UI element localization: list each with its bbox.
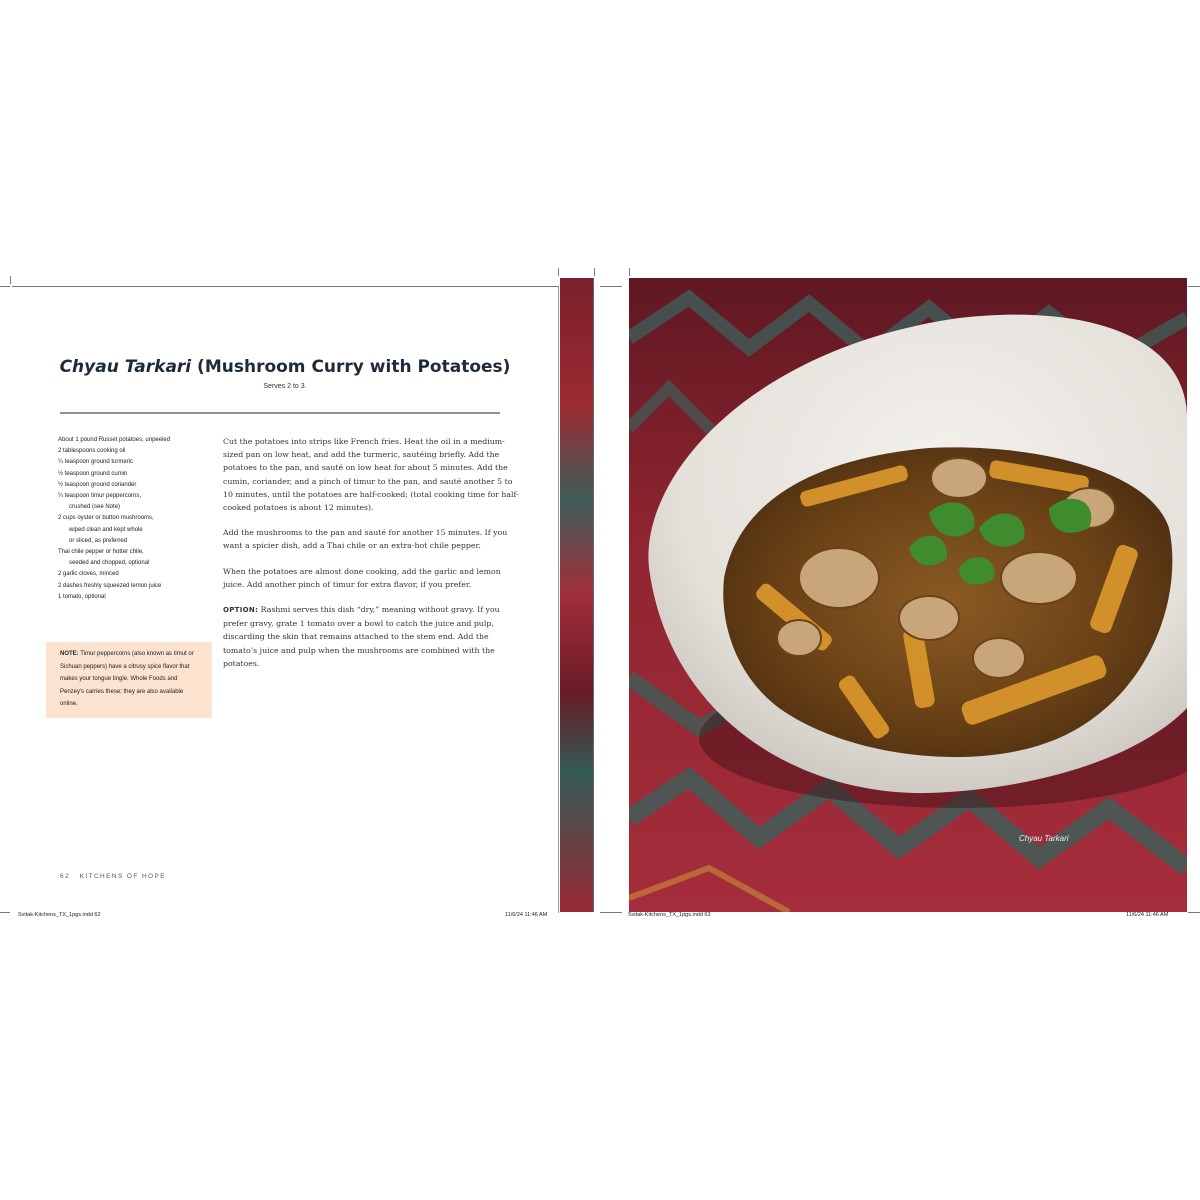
crop-mark bbox=[0, 912, 10, 913]
crop-mark bbox=[594, 268, 595, 276]
ingredient-item: ¼ teaspoon timur peppercorns, bbox=[58, 493, 142, 500]
photo-caption: Chyau Tarkari bbox=[1019, 834, 1069, 843]
right-page-photo bbox=[629, 278, 1187, 912]
slug-time-left: 11/6/24 11:46 AM bbox=[505, 912, 548, 918]
crop-mark bbox=[10, 276, 11, 284]
crop-mark bbox=[1188, 286, 1200, 287]
ingredient-item: 2 cups oyster or button mushrooms, bbox=[58, 515, 154, 522]
crop-mark bbox=[0, 286, 10, 287]
running-footer-title: KITCHENS OF HOPE bbox=[79, 873, 166, 880]
ingredient-item: ½ teaspoon ground cumin bbox=[58, 470, 128, 477]
method-text bbox=[223, 435, 523, 682]
method-paragraph: When the potatoes are almost done cooking, add the garlic and lemon juice. Add another pinch of timur for extra flavor, if you prefer. bbox=[223, 566, 501, 589]
ingredient-item: ½ teaspoon ground coriander bbox=[58, 481, 137, 488]
title-divider bbox=[60, 412, 500, 414]
ingredient-item: 2 garlic cloves, minced bbox=[58, 571, 119, 578]
recipe-title-rest: (Mushroom Curry with Potatoes) bbox=[191, 357, 511, 377]
ingredient-item: About 1 pound Russet potatoes, unpeeled bbox=[58, 437, 171, 443]
photo-bleed-strip bbox=[560, 278, 594, 912]
ingredient-item: 2 dashes freshly squeezed lemon juice bbox=[58, 582, 162, 589]
note-box bbox=[46, 642, 212, 718]
crop-mark bbox=[1188, 912, 1200, 913]
option-text: Rashmi serves this dish “dry,” meaning without gravy. If you prefer gravy, grate 1 tomato over a bowl to catch the juice and pulp, discarding the skin that remains attached to the stem end. Add the tomato’s juice and pulp when the mushrooms are combined with the potatoes. bbox=[223, 605, 500, 668]
page-number: 62 bbox=[60, 873, 71, 880]
slug-file-left: Svitak-Kitchens_TX_1pgs.indd 62 bbox=[18, 912, 101, 918]
slug-file-right: Svitak-Kitchens_TX_1pgs.indd 63 bbox=[628, 912, 711, 918]
ingredient-item: seeded and chopped, optional bbox=[69, 560, 150, 567]
crop-mark bbox=[558, 268, 559, 276]
ingredient-item: or sliced, as preferred bbox=[69, 537, 128, 544]
ingredient-item: ¼ teaspoon ground turmeric bbox=[58, 459, 134, 466]
recipe-title bbox=[12, 357, 558, 377]
crop-mark bbox=[600, 912, 622, 913]
food-photo bbox=[629, 278, 1187, 912]
option-label: OPTION: bbox=[223, 606, 259, 615]
ingredient-item: wiped clean and kept whole bbox=[69, 526, 143, 533]
recipe-title-italic: Chyau Tarkari bbox=[59, 357, 192, 377]
method-paragraph: Cut the potatoes into strips like French fries. Heat the oil in a medium-sized pan on low heat, and add the turmeric, sautéing briefly. Add the potatoes to the pan, and sauté on low heat for about 5 minutes. Add the cumin, coriander, and a pinch of timur to the pan, and sauté another 5 to 10 minutes, until the potatoes are half-cooked; (total cooking time for half-cooked potatoes is about 12 minutes). bbox=[223, 437, 519, 513]
note-label: NOTE: bbox=[60, 651, 79, 657]
option-paragraph bbox=[223, 603, 523, 670]
ingredient-list bbox=[58, 435, 218, 603]
ingredient-item: 1 tomato, optional bbox=[58, 593, 106, 600]
left-page bbox=[12, 286, 559, 913]
ingredient-item: 2 tablespoons cooking oil bbox=[58, 448, 126, 455]
crop-mark bbox=[600, 286, 622, 287]
method-paragraph: Add the mushrooms to the pan and sauté for another 15 minutes. If you want a spicier dish, add a Thai chile or an extra-hot chile pepper. bbox=[223, 528, 508, 551]
ingredient-item: Thai chile pepper or hotter chile, bbox=[58, 549, 144, 556]
ingredient-item: crushed (see Note) bbox=[69, 504, 121, 511]
page-folio bbox=[60, 873, 166, 880]
slug-time-right: 11/6/24 11:46 AM bbox=[1126, 912, 1169, 918]
serves-text: Serves 2 to 3. bbox=[263, 383, 307, 390]
crop-mark bbox=[629, 268, 630, 276]
note-text: Timur peppercorns (also known as timut or Sichuan peppers) have a citrusy spice flavor that makes your tongue tingle. Whole Foods and Penzey's carries these; they are also available online. bbox=[60, 651, 194, 707]
